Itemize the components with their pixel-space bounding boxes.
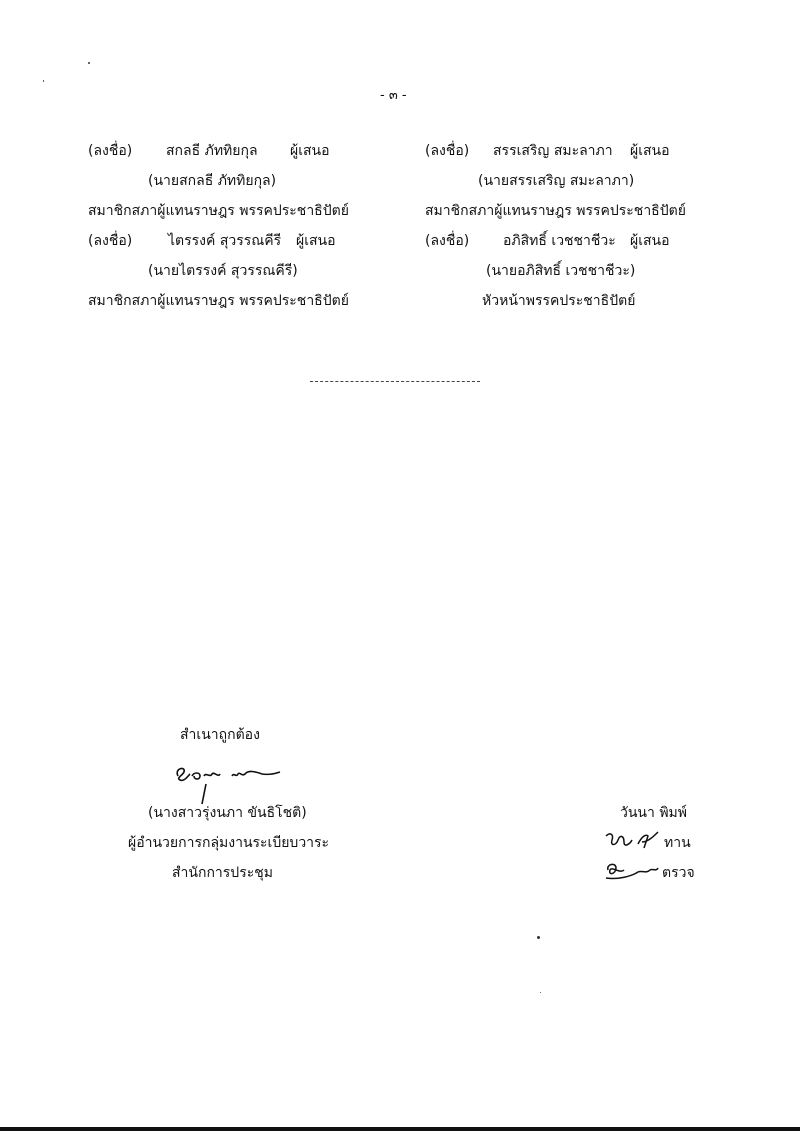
proposer-role: ผู้เสนอ	[290, 143, 330, 159]
signature-name: อภิสิทธิ์ เวชชาชีวะ	[503, 233, 616, 249]
proposer-role: ผู้เสนอ	[630, 233, 670, 249]
checker-initials	[604, 830, 660, 852]
certified-copy-heading: สำเนาถูกต้อง	[180, 727, 260, 743]
page-number: - ๓ -	[380, 88, 407, 103]
printed-name: (นายอภิสิทธิ์ เวชชาชีวะ)	[486, 263, 636, 279]
signature-name: สรรเสริญ สมะลาภา	[493, 143, 613, 159]
scan-speck	[43, 80, 44, 82]
handwritten-signature	[172, 762, 284, 808]
certifier-name: (นางสาวรุ่งนภา ขันธิโชติ)	[148, 805, 307, 821]
section-divider	[310, 381, 480, 382]
scan-speck	[540, 992, 541, 993]
member-position: สมาชิกสภาผู้แทนราษฎร พรรคประชาธิปัตย์	[425, 203, 686, 219]
certifier-office: สำนักการประชุม	[172, 865, 273, 881]
printed-name: (นายสกลธี ภัททิยกุล)	[148, 173, 277, 189]
verifier-initials	[604, 860, 660, 882]
signature-name: สกลธี ภัททิยกุล	[166, 143, 258, 159]
proposer-role: ผู้เสนอ	[296, 233, 336, 249]
sign-label: (ลงชื่อ)	[88, 233, 133, 249]
member-position: สมาชิกสภาผู้แทนราษฎร พรรคประชาธิปัตย์	[88, 203, 349, 219]
scan-speck	[88, 62, 90, 64]
typist-name: วันนา พิมพ์	[620, 805, 687, 821]
printed-name: (นายไตรรงค์ สุวรรณคีรี)	[148, 263, 298, 279]
sign-label: (ลงชื่อ)	[88, 143, 133, 159]
verify-suffix: ตรวจ	[662, 865, 695, 881]
member-position: หัวหน้าพรรคประชาธิปัตย์	[482, 293, 636, 309]
check-suffix: ทาน	[664, 835, 691, 851]
sign-label: (ลงชื่อ)	[425, 233, 470, 249]
signature-name: ไตรรงค์ สุวรรณคีรี	[168, 233, 282, 249]
proposer-role: ผู้เสนอ	[630, 143, 670, 159]
certifier-title: ผู้อำนวยการกลุ่มงานระเบียบวาระ	[128, 835, 330, 851]
sign-label: (ลงชื่อ)	[425, 143, 470, 159]
scan-speck	[537, 936, 540, 939]
member-position: สมาชิกสภาผู้แทนราษฎร พรรคประชาธิปัตย์	[88, 293, 349, 309]
printed-name: (นายสรรเสริญ สมะลาภา)	[478, 173, 635, 189]
scan-bottom-edge	[0, 1127, 800, 1131]
